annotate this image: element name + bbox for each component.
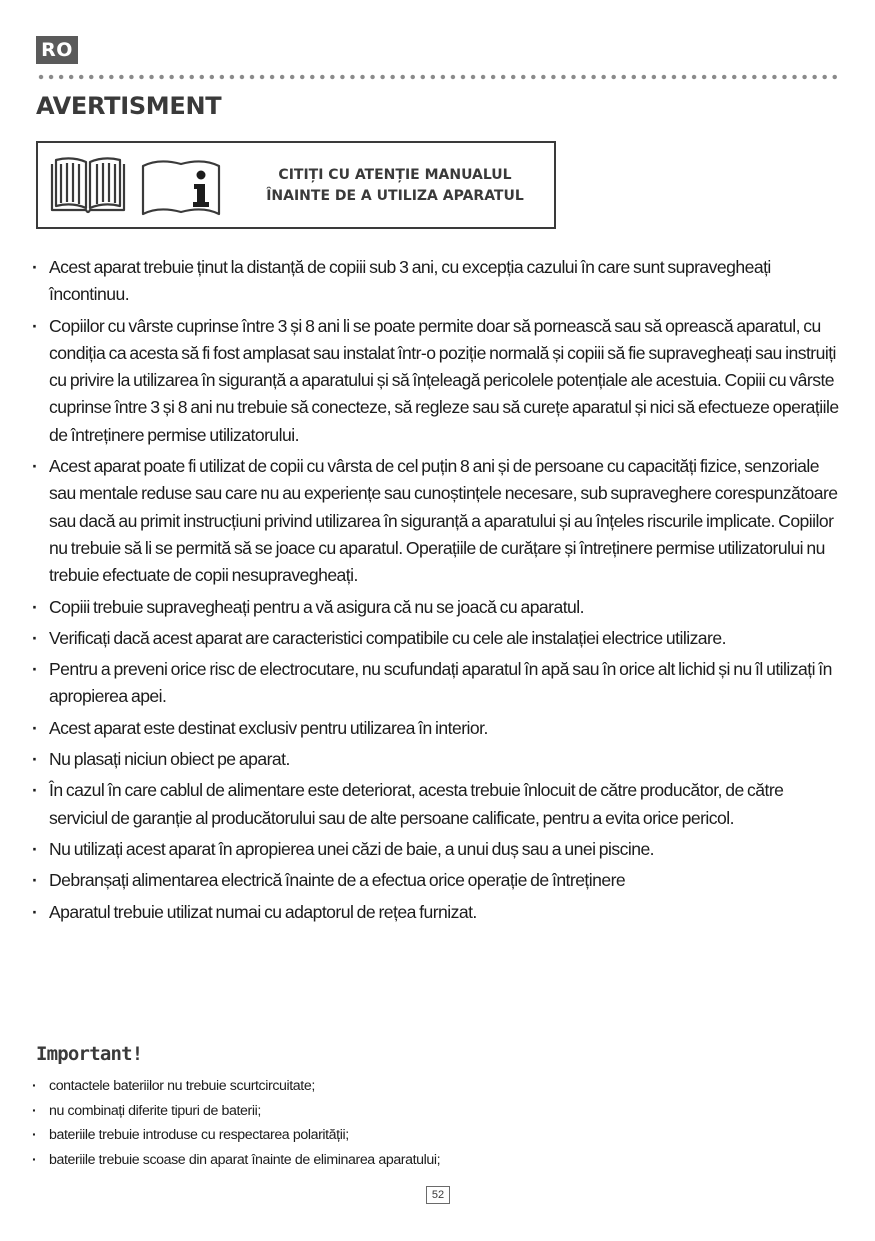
notice-text [250,165,540,207]
list-item: · Nu plasați niciun obiect pe aparat. [32,746,842,773]
list-item: · Acest aparat trebuie ținut la distanță de copiii sub 3 ani, cu excepția cazului în care sunt supravegheați încontinuu. [32,254,842,309]
list-item: · contactele bateriilor nu trebuie scurtcircuitate; [32,1074,842,1099]
list-item: · bateriile trebuie introduse cu respectarea polarității; [32,1123,842,1148]
list-item: · Acest aparat este destinat exclusiv pentru utilizarea în interior. [32,715,842,742]
list-item: · bateriile trebuie scoase din aparat înainte de eliminarea aparatului; [32,1148,842,1173]
list-item: · Acest aparat poate fi utilizat de copii cu vârsta de cel puțin 8 ani și de persoane cu capacități fizice, senzoriale sau mentale reduse sau care nu au experiențe sau cunoștințele necesare, sub supraveghere corespunzătoare sau dacă au primit instrucțiuni privind utilizarea în siguranță a aparatului și au înțeles riscurile implicate. Copiilor nu trebuie să li se permită să se joace cu aparatul. Operațiile de curățare și întreținere permise utilizatorului nu trebuie efectuate de copii nesupravegheați. [32,453,842,589]
list-item: · Nu utilizați acest aparat în apropierea unei căzi de baie, a unui duș sau a unei piscine. [32,836,842,863]
warnings-list [32,254,842,930]
list-item: · nu combinați diferite tipuri de baterii; [32,1099,842,1124]
list-item: · Pentru a preveni orice risc de electrocutare, nu scufundați aparatul în apă sau în orice alt lichid și nu îl utilizați în apropierea apei. [32,656,842,711]
important-heading: Important! [36,1043,143,1065]
list-item: · În cazul în care cablul de alimentare este deteriorat, acesta trebuie înlocuit de către producător, de către serviciul de garanție al producătorului sau de alte persoane calificate, pentru a evita orice pericol. [32,777,842,832]
dotted-divider [36,73,840,81]
read-manual-notice [36,141,556,229]
notice-line-2: ÎNAINTE DE A UTILIZA APARATUL [266,188,524,204]
list-item: · Copiilor cu vârste cuprinse între 3 și 8 ani li se poate permite doar să pornească sau să oprească aparatul, cu condiția ca acesta să fi fost amplasat sau instalat într-o poziție normală și copiii să fie supravegheați sau instruiți cu privire la utilizarea în siguranță a aparatului și să înțeleagă pericolele potențiale ale acestuia. Copiii cu vârste cuprinse între 3 și 8 ani nu trebuie să conecteze, să regleze sau să curețe aparatul și nici să efectueze operațiile de întreținere permise utilizatorului. [32,313,842,449]
list-item: · Debranșați alimentarea electrică înainte de a efectua orice operație de întreținere [32,867,842,894]
page-title: AVERTISMENT [36,92,222,120]
notice-line-1: CITIȚI CU ATENȚIE MANUALUL [278,167,512,183]
list-item: · Verificați dacă acest aparat are caracteristici compatibile cu cele ale instalației electrice utilizare. [32,625,842,652]
battery-list [32,1074,842,1172]
list-item: · Copiii trebuie supravegheați pentru a vă asigura că nu se joacă cu aparatul. [32,594,842,621]
list-item: · Aparatul trebuie utilizat numai cu adaptorul de rețea furnizat. [32,899,842,926]
info-icon [139,154,225,218]
book-icon [46,154,130,218]
page-number: 52 [426,1186,450,1204]
language-badge: RO [36,36,78,64]
